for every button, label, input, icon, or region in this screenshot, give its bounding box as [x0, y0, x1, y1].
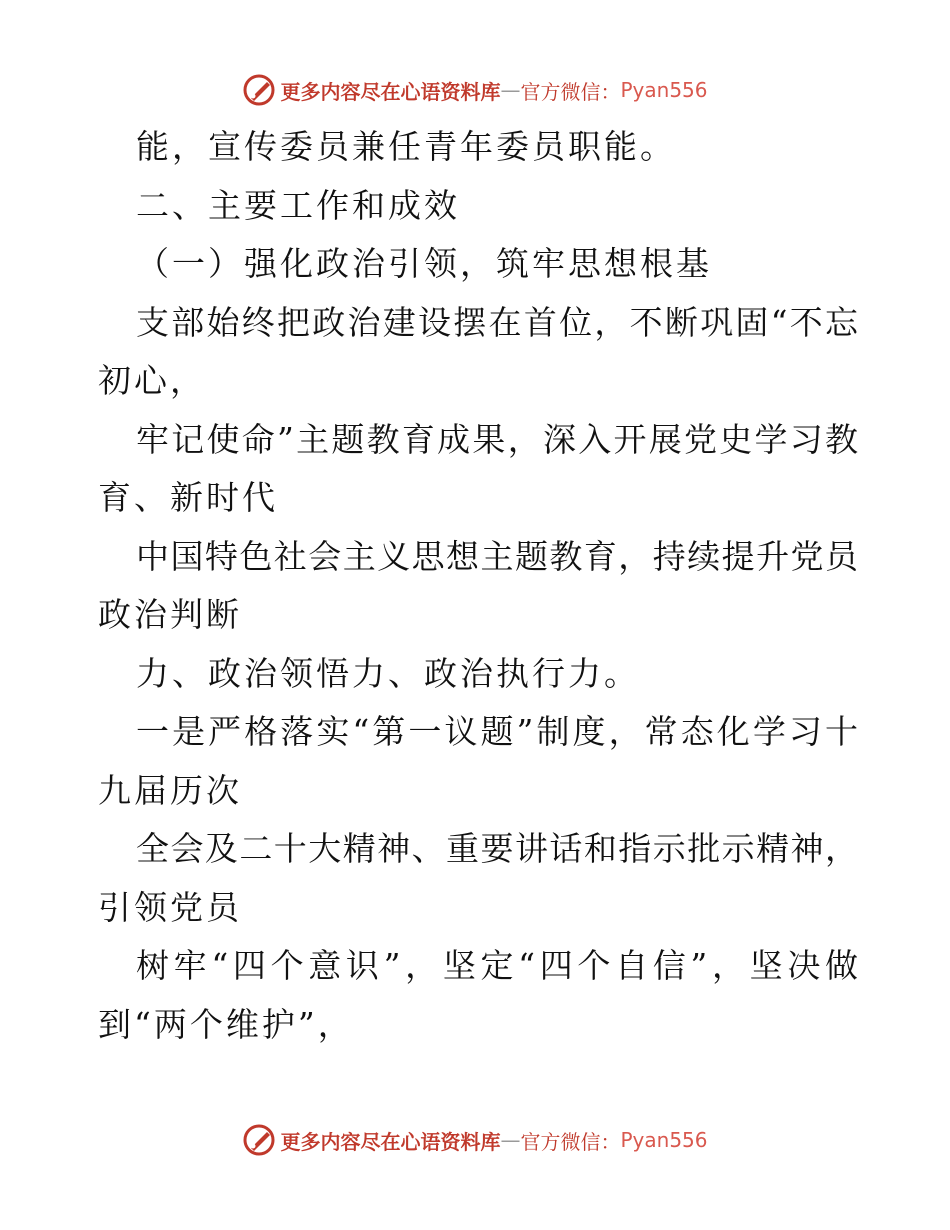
banner-wechat-id: Pyan556	[620, 1128, 708, 1152]
banner-main-text: 更多内容尽在心语资料库	[280, 1129, 501, 1154]
body-line: 政治判断	[98, 595, 242, 634]
body-line: 能，宣传委员兼任青年委员职能。	[136, 127, 676, 166]
quill-pen-logo-icon	[242, 1123, 276, 1157]
document-body	[98, 118, 858, 1054]
body-line: 力、政治领悟力、政治执行力。	[136, 653, 640, 693]
banner-wechat-label: 官方微信：	[520, 79, 621, 104]
banner-dash: —	[500, 1128, 521, 1152]
body-line: 引领党员	[98, 887, 242, 927]
banner-main-text: 更多内容尽在心语资料库	[280, 79, 501, 104]
banner-wechat-id: Pyan556	[620, 78, 708, 102]
footer-watermark-banner	[0, 1122, 950, 1158]
banner-wechat-label: 官方微信：	[520, 1129, 621, 1154]
subsection-heading: （一）强化政治引领，筑牢思想根基	[136, 244, 712, 283]
body-line: 一是严格落实“第一议题”制度，常态化学习十	[136, 712, 858, 751]
body-line: 中国特色社会主义思想主题教育，持续提升党员	[136, 536, 858, 576]
body-line: 树牢“四个意识”，坚定“四个自信”，坚决做	[136, 946, 858, 985]
body-line: 初心，	[98, 361, 206, 400]
section-heading: 二、主要工作和成效	[136, 185, 460, 225]
banner-dash: —	[500, 78, 521, 102]
body-line: 全会及二十大精神、重要讲话和指示批示精神，	[136, 829, 858, 868]
quill-pen-logo-icon	[242, 73, 276, 107]
body-line: 牢记使命”主题教育成果，深入开展党史学习教	[136, 419, 858, 459]
header-watermark-banner	[0, 72, 950, 108]
body-line: 到“两个维护”，	[98, 1004, 354, 1044]
body-line: 育、新时代	[98, 478, 278, 517]
body-line: 支部始终把政治建设摆在首位，不断巩固“不忘	[136, 302, 858, 342]
body-line: 九届历次	[98, 770, 242, 810]
